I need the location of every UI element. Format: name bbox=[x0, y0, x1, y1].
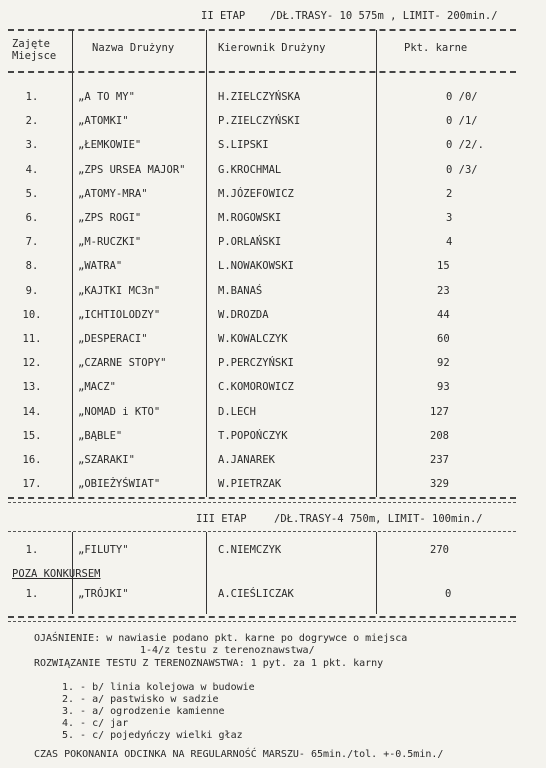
row-leader: A.CIEŚLICZAK bbox=[218, 588, 294, 600]
explanation-line1: OJAŚNIENIE: w nawiasie podano pkt. karne po dogrywce o miejsca bbox=[34, 633, 408, 644]
row-points: 270 bbox=[430, 544, 449, 556]
row-place: 16. bbox=[22, 454, 42, 466]
col-divider-2b bbox=[206, 532, 207, 614]
row-leader: W.DROZDA bbox=[218, 309, 269, 321]
row-leader: M.ROGOWSKI bbox=[218, 212, 282, 224]
stage2-bottom-rule-2 bbox=[8, 502, 516, 503]
row-leader: S.LIPSKI bbox=[218, 139, 269, 151]
row-team: „M-RUCZKI" bbox=[78, 236, 142, 248]
row-place: 17. bbox=[22, 478, 42, 490]
row-team: „ZPS URSEA MAJOR" bbox=[78, 164, 186, 176]
row-team: „WATRA" bbox=[78, 260, 123, 272]
row-leader: P.ZIELCZYŃSKI bbox=[218, 115, 301, 127]
row-points: 44 bbox=[437, 309, 450, 321]
row-leader: P.PERCZYŃSKI bbox=[218, 357, 294, 369]
row-team: „SZARAKI" bbox=[78, 454, 135, 466]
row-team: „DESPERACI" bbox=[78, 333, 148, 345]
row-points: 329 bbox=[430, 478, 449, 490]
row-team: „ZPS ROGI" bbox=[78, 212, 142, 224]
row-place: 14. bbox=[22, 406, 42, 418]
row-leader: D.LECH bbox=[218, 406, 256, 418]
row-place: 1. bbox=[25, 91, 39, 103]
row-points: 0 bbox=[445, 588, 452, 600]
row-place: 15. bbox=[22, 430, 42, 442]
row-place: 10. bbox=[22, 309, 42, 321]
outside-title: POZA KONKURSEM bbox=[12, 568, 101, 580]
row-leader: W.PIETRZAK bbox=[218, 478, 282, 490]
row-points: 0 /2/. bbox=[446, 139, 484, 151]
stage3-route: /DŁ.TRASY-4 750m, LIMIT- 100min./ bbox=[274, 513, 483, 525]
row-team: „MACZ" bbox=[78, 381, 116, 393]
row-place: 9. bbox=[25, 285, 39, 297]
row-points: 0 /0/ bbox=[446, 91, 478, 103]
row-place: 1. bbox=[25, 588, 39, 600]
row-leader: C.NIEMCZYK bbox=[218, 544, 282, 556]
header-team: Nazwa Drużyny bbox=[92, 42, 175, 54]
col-divider-3b bbox=[376, 532, 377, 614]
header-place-line1: Zajęte bbox=[12, 38, 50, 50]
header-place-line2: Miejsce bbox=[12, 50, 57, 62]
row-place: 4. bbox=[25, 164, 39, 176]
row-leader: P.ORLAŃSKI bbox=[218, 236, 282, 248]
row-points: 60 bbox=[437, 333, 450, 345]
header-leader: Kierownik Drużyny bbox=[218, 42, 326, 54]
explanation-line2: 1-4/z testu z terenoznawstwa/ bbox=[140, 645, 315, 656]
stage2-bottom-rule bbox=[8, 497, 516, 499]
row-team: „ATOMKI" bbox=[78, 115, 129, 127]
row-leader: A.JANAREK bbox=[218, 454, 275, 466]
row-place: 1. bbox=[25, 544, 39, 556]
answer-item: 5. - c/ pojedyńczy wielki głaz bbox=[62, 730, 243, 741]
row-team: „A TO MY" bbox=[78, 91, 135, 103]
row-team: „ICHTIOLODZY" bbox=[78, 309, 161, 321]
row-leader: H.ZIELCZYŃSKA bbox=[218, 91, 301, 103]
row-place: 5. bbox=[25, 188, 39, 200]
col-divider-1 bbox=[72, 30, 73, 497]
row-place: 8. bbox=[25, 260, 39, 272]
answer-item: 3. - a/ ogrodzenie kamienne bbox=[62, 706, 225, 717]
row-points: 3 bbox=[446, 212, 453, 224]
notes-rule-2 bbox=[8, 621, 516, 622]
row-place: 11. bbox=[22, 333, 42, 345]
row-leader: L.NOWAKOWSKI bbox=[218, 260, 294, 272]
row-place: 3. bbox=[25, 139, 39, 151]
row-team: „ATOMY-MRA" bbox=[78, 188, 148, 200]
row-points: 2 bbox=[446, 188, 453, 200]
row-place: 7. bbox=[25, 236, 39, 248]
row-leader: T.POPOŃCZYK bbox=[218, 430, 288, 442]
header-points: Pkt. karne bbox=[404, 42, 468, 54]
top-rule bbox=[8, 29, 516, 31]
col-divider-2 bbox=[206, 30, 207, 497]
row-place: 13. bbox=[22, 381, 42, 393]
notes-rule bbox=[8, 616, 516, 618]
row-team: „NOMAD i KTO" bbox=[78, 406, 161, 418]
row-points: 23 bbox=[437, 285, 450, 297]
row-leader: W.KOWALCZYK bbox=[218, 333, 288, 345]
row-points: 93 bbox=[437, 381, 450, 393]
stage2-title: II ETAP bbox=[201, 10, 246, 22]
walking-time-note: CZAS POKONANIA ODCINKA NA REGULARNOŚĆ MARSZU- 65min./tol. +-0.5min./ bbox=[34, 749, 444, 760]
answer-item: 2. - a/ pastwisko w sadzie bbox=[62, 694, 219, 705]
row-team: „KAJTKI MC3n" bbox=[78, 285, 161, 297]
row-points: 0 /3/ bbox=[446, 164, 478, 176]
row-points: 0 /1/ bbox=[446, 115, 478, 127]
row-team: „ŁEMKOWIE" bbox=[78, 139, 142, 151]
row-points: 4 bbox=[446, 236, 453, 248]
stage3-title: III ETAP bbox=[196, 513, 247, 525]
row-leader: M.JÓZEFOWICZ bbox=[218, 188, 294, 200]
row-leader: G.KROCHMAL bbox=[218, 164, 282, 176]
row-points: 208 bbox=[430, 430, 449, 442]
row-points: 15 bbox=[437, 260, 450, 272]
row-place: 2. bbox=[25, 115, 39, 127]
answer-item: 4. - c/ jar bbox=[62, 718, 129, 729]
row-place: 12. bbox=[22, 357, 42, 369]
stage3-rule bbox=[8, 531, 516, 532]
row-team: „CZARNE STOPY" bbox=[78, 357, 167, 369]
row-team: „OBIEŻYŚWIAT" bbox=[78, 478, 161, 490]
row-team: „BĄBLE" bbox=[78, 430, 123, 442]
test-solution: ROZWIĄZANIE TESTU Z TERENOZNAWSTWA: 1 pyt. za 1 pkt. karny bbox=[34, 658, 384, 669]
row-team: „FILUTY" bbox=[78, 544, 129, 556]
row-points: 92 bbox=[437, 357, 450, 369]
row-team: „TRÓJKI" bbox=[78, 588, 129, 600]
stage2-route: /DŁ.TRASY- 10 575m , LIMIT- 200min./ bbox=[270, 10, 498, 22]
answer-item: 1. - b/ linia kolejowa w budowie bbox=[62, 682, 255, 693]
col-divider-3 bbox=[376, 30, 377, 497]
row-leader: C.KOMOROWICZ bbox=[218, 381, 294, 393]
row-leader: M.BANAŚ bbox=[218, 285, 263, 297]
header-rule bbox=[8, 71, 516, 73]
row-place: 6. bbox=[25, 212, 39, 224]
row-points: 237 bbox=[430, 454, 449, 466]
row-points: 127 bbox=[430, 406, 449, 418]
